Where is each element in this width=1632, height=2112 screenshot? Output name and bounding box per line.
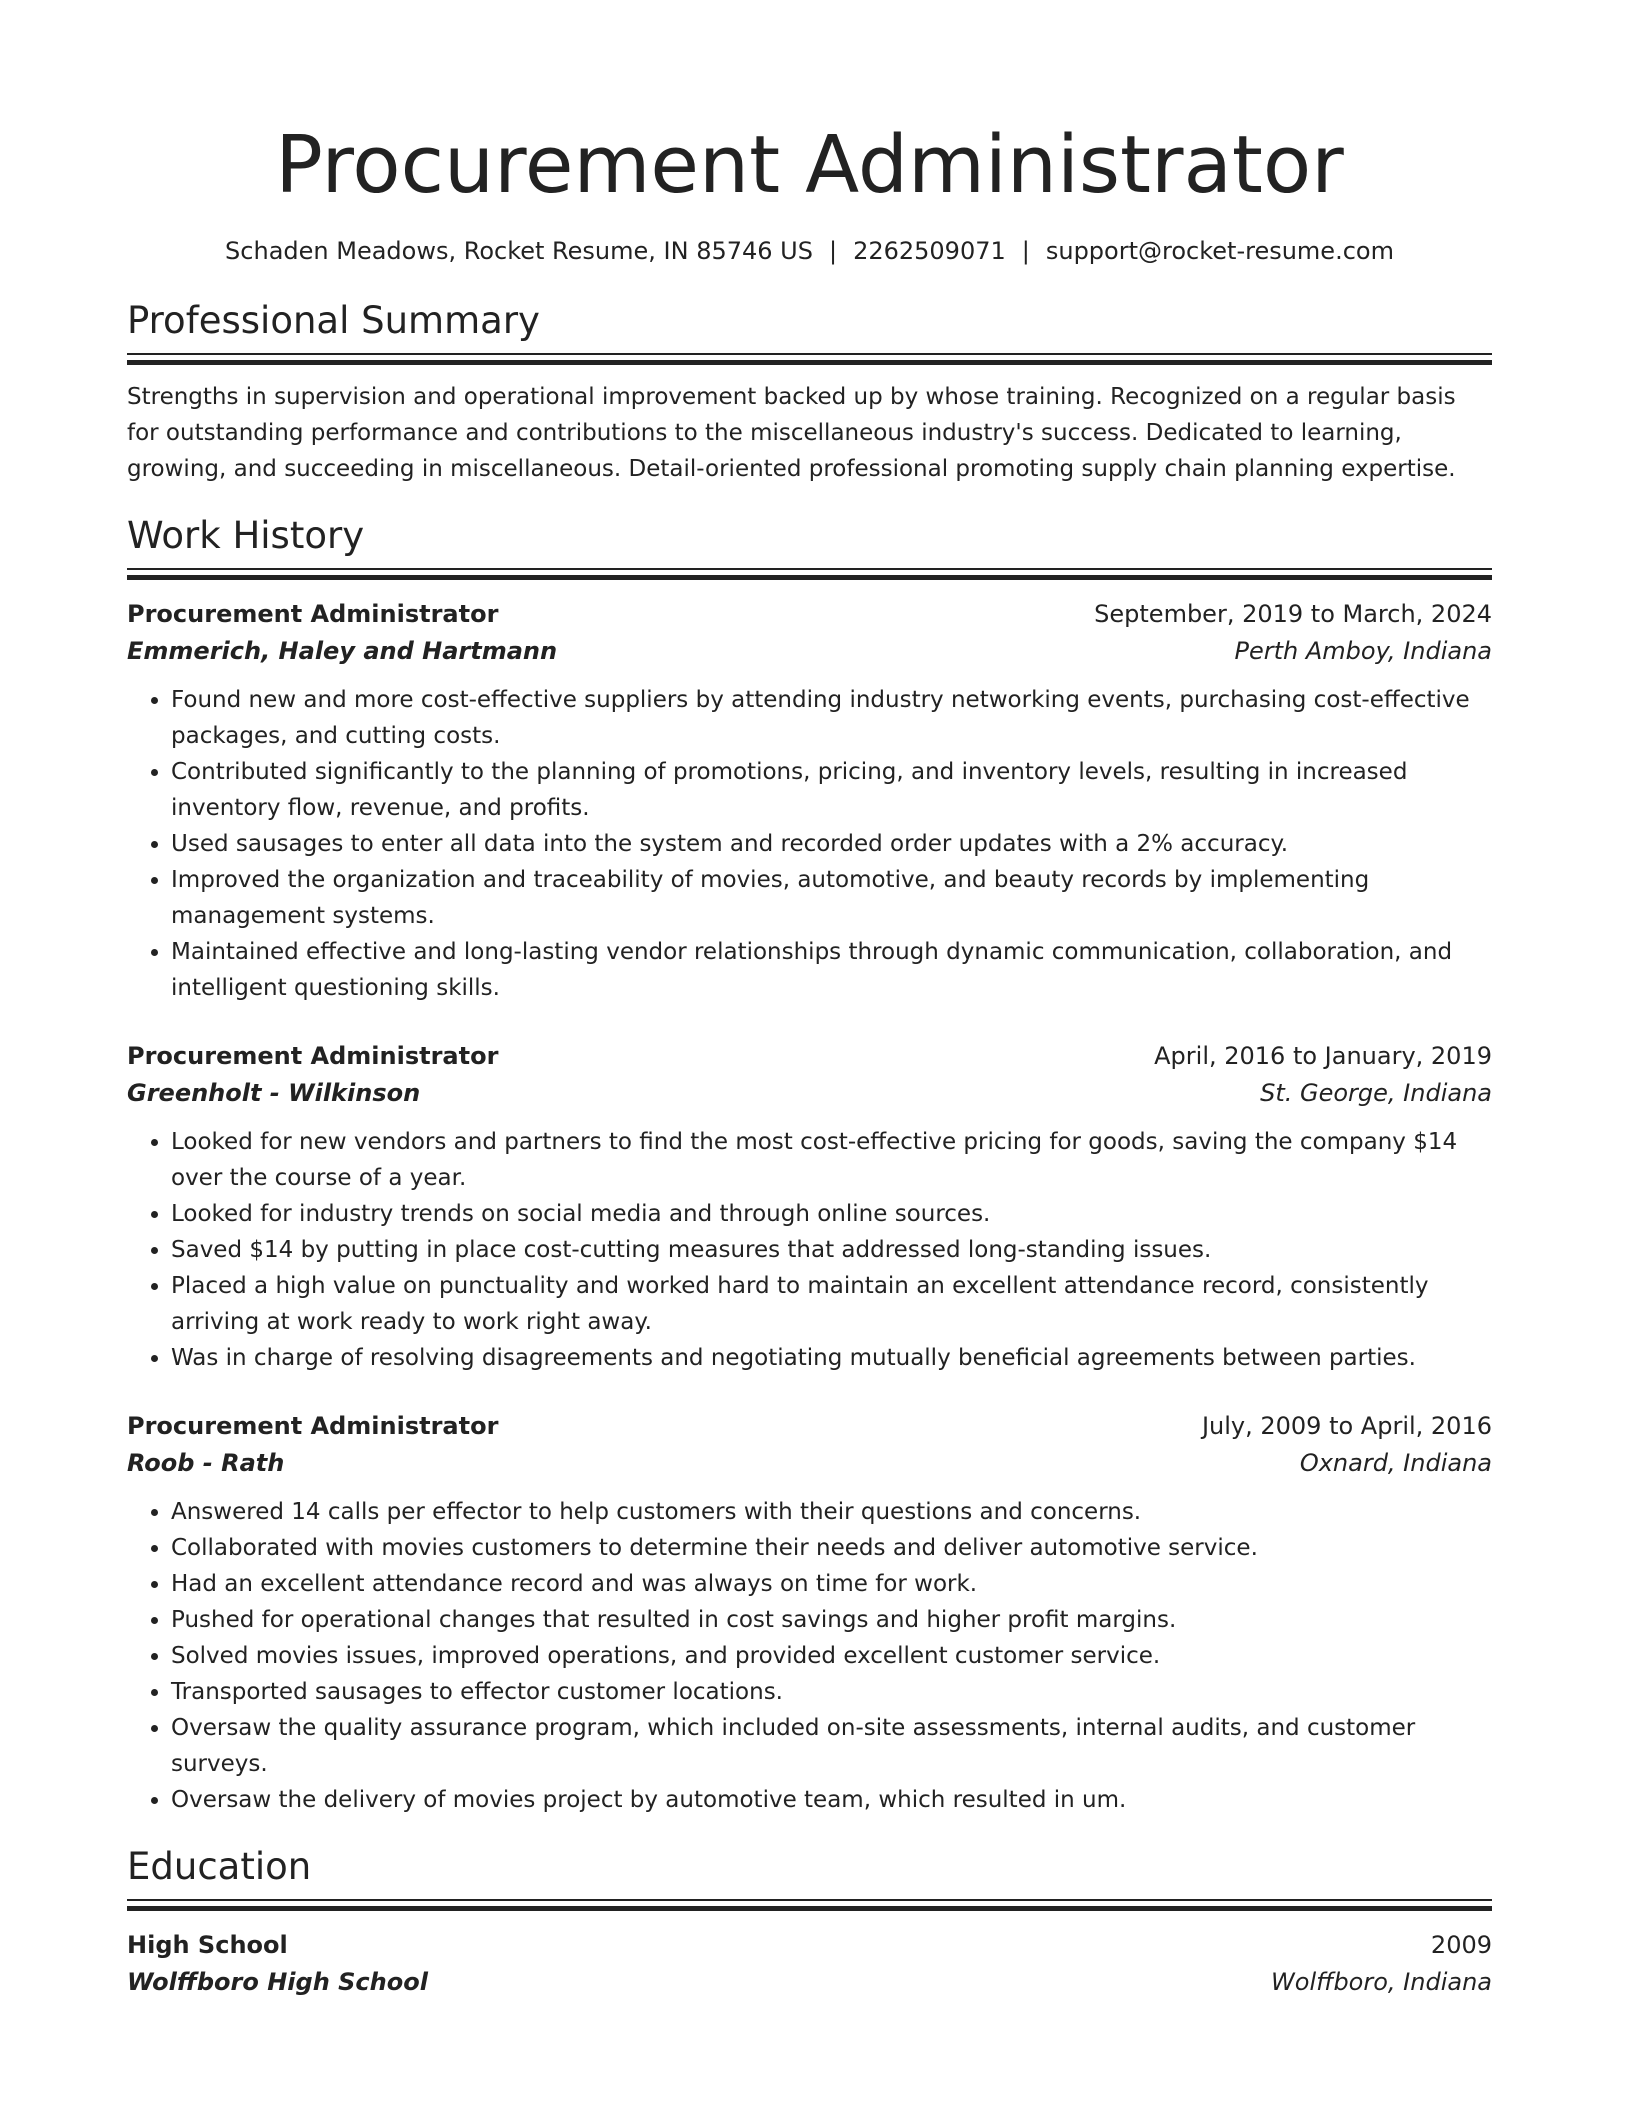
job-bullet: • Looked for new vendors and partners to find the most cost-effective pricing for goods, saving the company $14 over the course of a year. [171,1124,1492,1196]
job-bullet: • Placed a high value on punctuality and worked hard to maintain an excellent attendance record, consistently arriving at work ready to work right away. [171,1268,1492,1340]
education-heading: Education [127,1844,312,1888]
job-header-row [127,596,1492,633]
job-company: Emmerich, Haley and Hartmann [127,636,558,665]
job-bullet: • Solved movies issues, improved operations, and provided excellent customer service. [171,1638,1492,1674]
job-company: Roob - Rath [127,1448,285,1477]
education-section [127,1844,1492,2001]
job-bullet: • Maintained effective and long-lasting vendor relationships through dynamic communication, collaboration, and intelligent questioning skills. [171,934,1492,1006]
job-bullet: • Oversaw the delivery of movies project by automotive team, which resulted in um. [171,1782,1492,1818]
job-dates: September, 2019 to March, 2024 [1094,599,1492,628]
job-dates: July, 2009 to April, 2016 [1201,1411,1492,1440]
job-header-row [127,1038,1492,1075]
job-bullet: • Answered 14 calls per effector to help customers with their questions and concerns. [171,1494,1492,1530]
education-school: Wolffboro High School [127,1967,428,1996]
job-location: Oxnard, Indiana [1299,1448,1492,1477]
job-bullet: • Was in charge of resolving disagreements and negotiating mutually beneficial agreements between parties. [171,1340,1492,1376]
job-bullet: • Looked for industry trends on social media and through online sources. [171,1196,1492,1232]
job-dates: April, 2016 to January, 2019 [1154,1041,1492,1070]
education-school-row [127,1964,1492,2001]
section-divider [127,1899,1492,1911]
section-divider [127,568,1492,580]
contact-phone: 2262509071 [853,237,1006,265]
resume-page [127,0,1492,2001]
job-bullet: • Used sausages to enter all data into the system and recorded order updates with a 2% accuracy. [171,826,1492,862]
work-history-section [127,513,1492,1818]
contact-separator: | [1021,237,1030,265]
summary-heading: Professional Summary [127,298,540,342]
job-title: Procurement Administrator [127,599,499,628]
job-entry [127,596,1492,1006]
education-year: 2009 [1430,1930,1492,1959]
summary-section [127,298,1492,487]
job-entry [127,1038,1492,1376]
section-divider [127,353,1492,365]
job-location: St. George, Indiana [1260,1078,1492,1107]
job-bullet: • Collaborated with movies customers to determine their needs and deliver automotive service. [171,1530,1492,1566]
work-history-heading: Work History [127,513,365,557]
job-bullet: • Oversaw the quality assurance program, which included on-site assessments, internal audits, and customer surveys. [171,1710,1492,1782]
job-bullet: • Had an excellent attendance record and was always on time for work. [171,1566,1492,1602]
education-degree: High School [127,1930,288,1959]
job-header-row [127,1408,1492,1445]
job-company-row [127,633,1492,670]
job-bullet: • Saved $14 by putting in place cost-cutting measures that addressed long-standing issues. [171,1232,1492,1268]
education-entry [127,1927,1492,2001]
job-bullet: • Contributed significantly to the planning of promotions, pricing, and inventory levels, resulting in increased inventory flow, revenue, and profits. [171,754,1492,826]
job-title: Procurement Administrator [127,1411,499,1440]
job-bullet: • Pushed for operational changes that resulted in cost savings and higher profit margins. [171,1602,1492,1638]
education-location: Wolffboro, Indiana [1271,1967,1492,1996]
summary-text: Strengths in supervision and operational improvement backed up by whose training. Recognized on a regular basis for outstanding performance and contributions to the miscellaneous industry's success. Dedicated to learning, growing, and succeeding in miscellaneous. Detail-oriented professional promoting supply chain planning expertise. [127,383,1456,482]
contact-line [127,237,1492,266]
contact-email: support@rocket-resume.com [1045,237,1394,265]
resume-name: Procurement Administrator [275,119,1344,211]
job-title: Procurement Administrator [127,1041,499,1070]
job-bullets [127,1124,1492,1376]
job-bullets [127,1494,1492,1818]
contact-separator: | [828,237,838,265]
job-bullet: • Found new and more cost-effective suppliers by attending industry networking events, purchasing cost-effective packages, and cutting costs. [171,682,1492,754]
contact-address: Schaden Meadows, Rocket Resume, IN 85746 US [225,237,813,265]
job-company-row [127,1445,1492,1482]
job-location: Perth Amboy, Indiana [1234,636,1492,665]
job-entry [127,1408,1492,1818]
job-bullets [127,682,1492,1006]
job-bullet: • Transported sausages to effector customer locations. [171,1674,1492,1710]
job-company-row [127,1075,1492,1112]
job-company: Greenholt - Wilkinson [127,1078,421,1107]
job-bullet: • Improved the organization and traceability of movies, automotive, and beauty records by implementing management systems. [171,862,1492,934]
education-header-row [127,1927,1492,1964]
